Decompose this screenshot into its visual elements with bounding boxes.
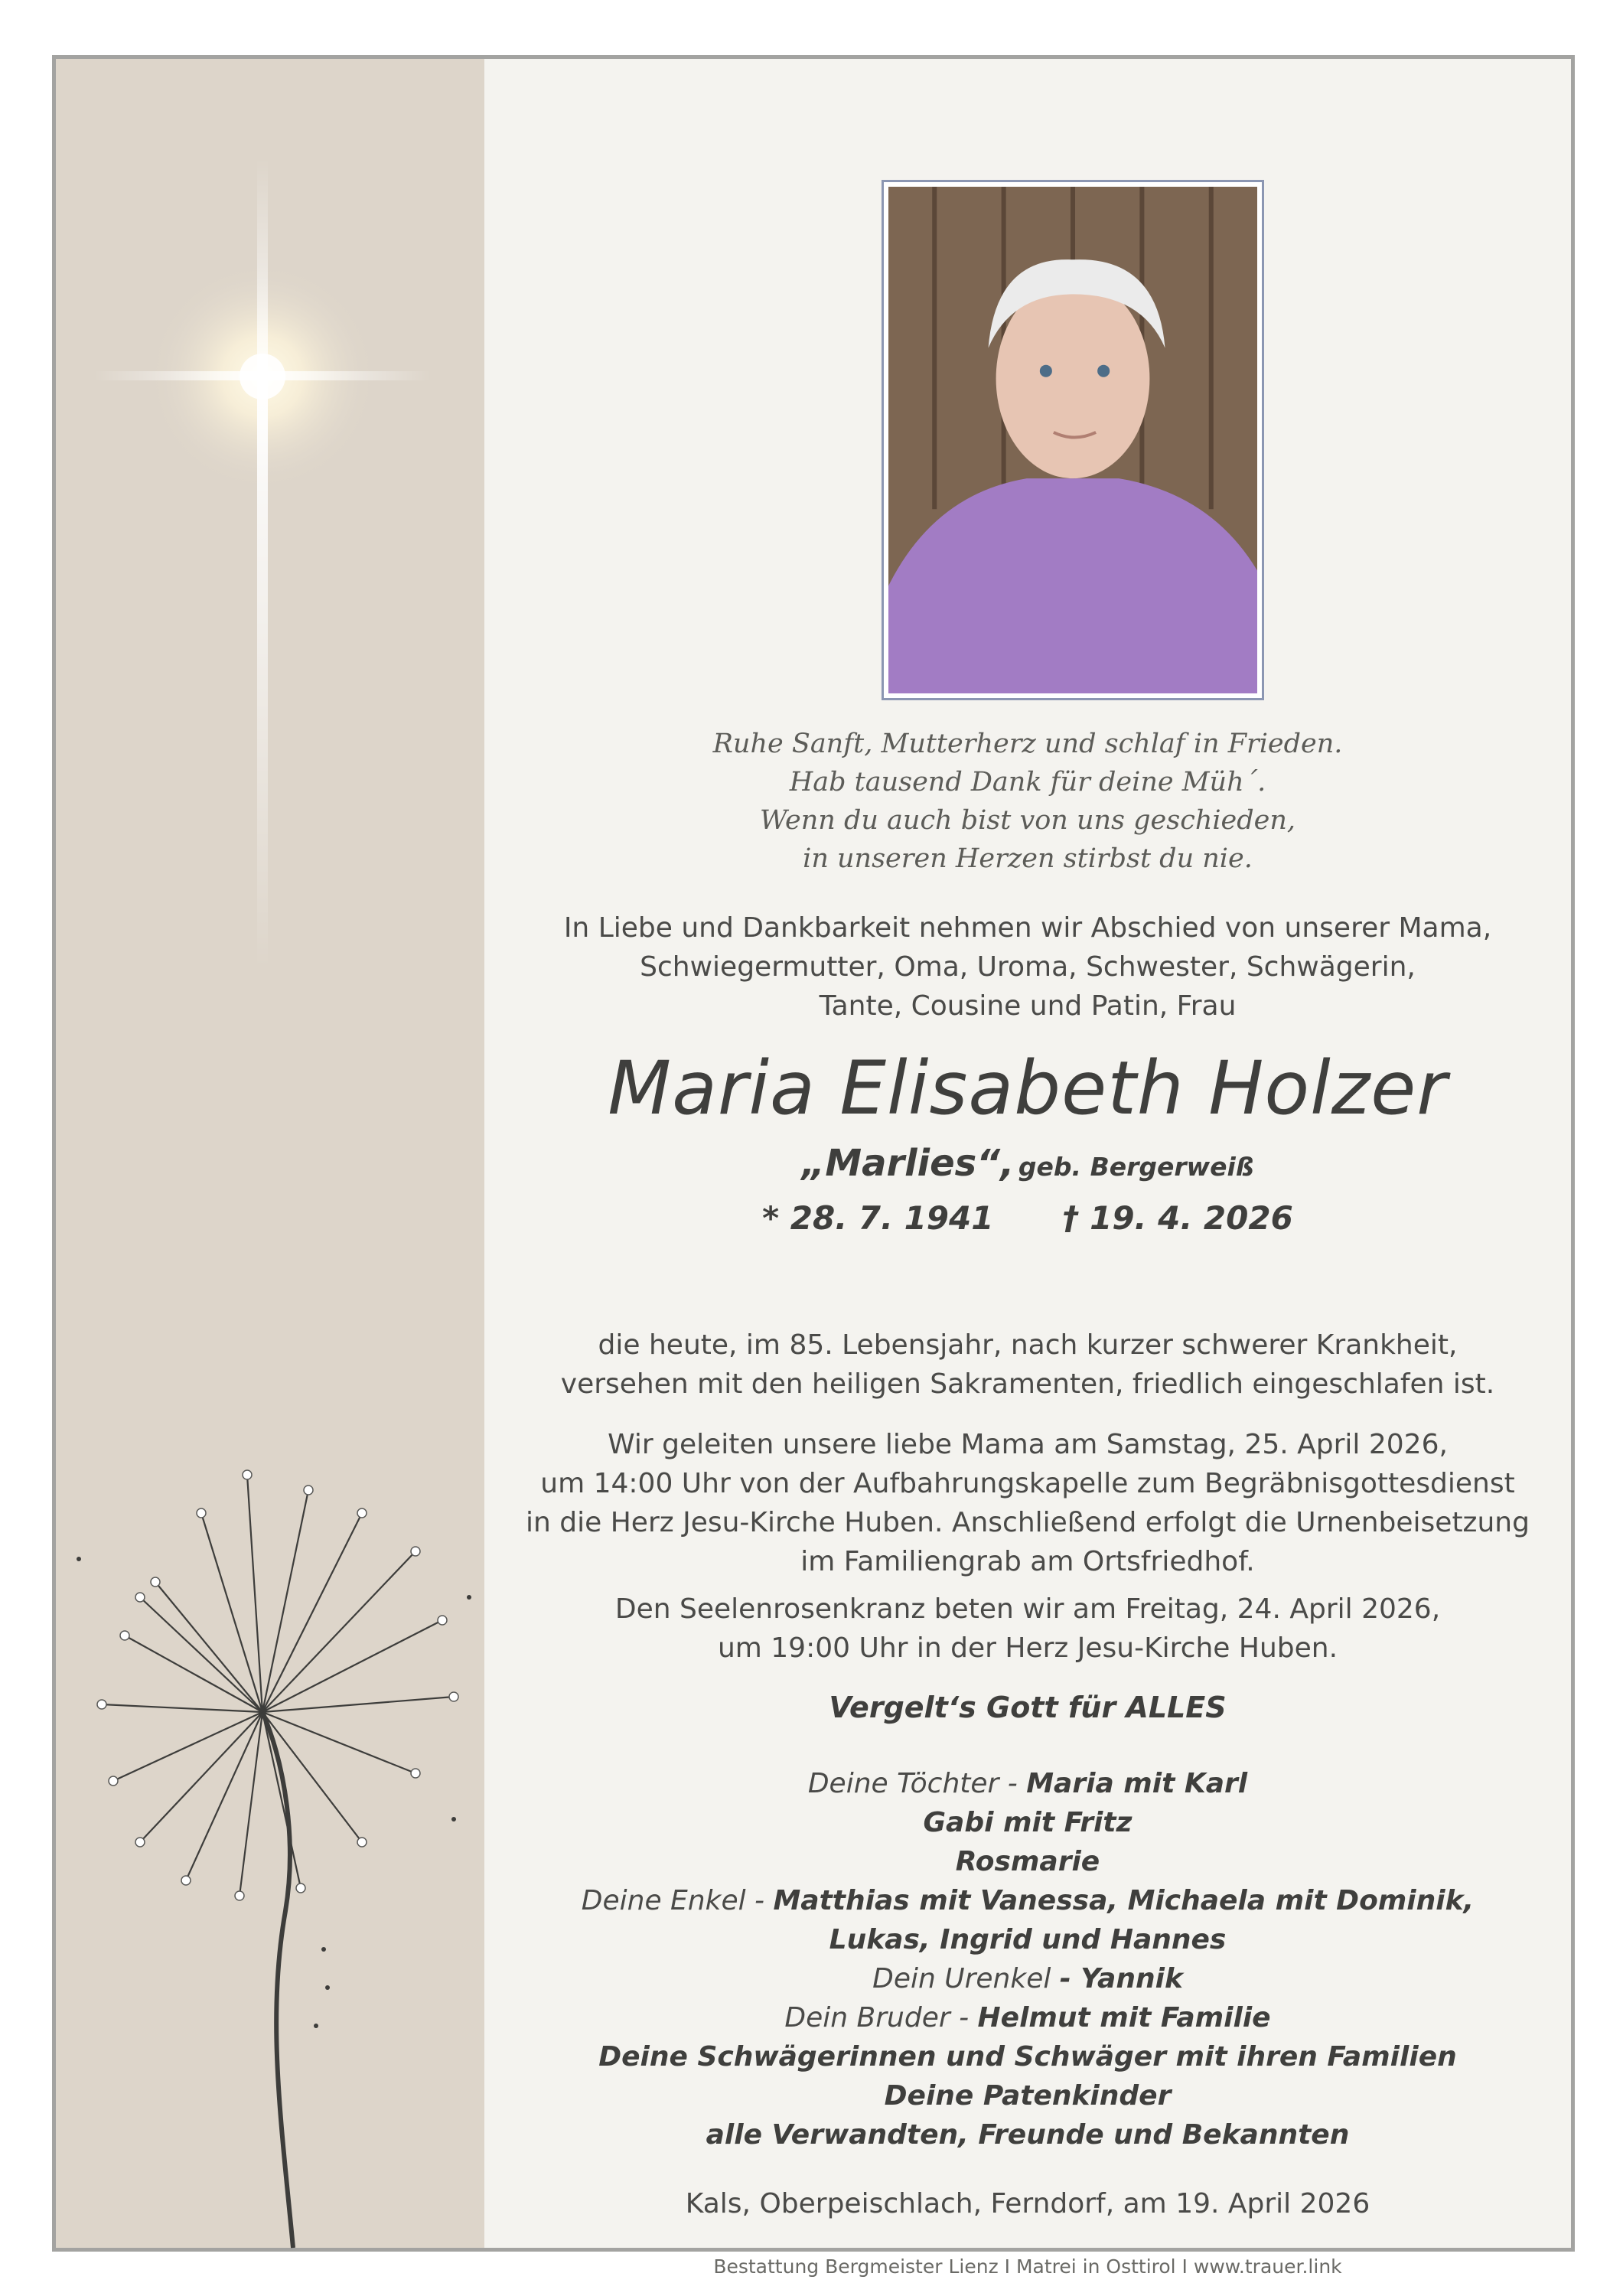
- death-notice-paragraph: [484, 1326, 1571, 1404]
- mourner-line: [484, 2076, 1571, 2115]
- side-decoration: [56, 59, 484, 2248]
- mourner-line: [484, 1842, 1571, 1881]
- main-content: [484, 59, 1571, 2278]
- birth-name: geb. Bergerweiß: [1018, 1152, 1254, 1182]
- paragraph-line: die heute, im 85. Lebensjahr, nach kurzer schwerer Krankheit,: [598, 1329, 1458, 1361]
- intro-line: In Liebe und Dankbarkeit nehmen wir Abschied von unserer Mama,: [563, 912, 1492, 944]
- mourner-line: [484, 1803, 1571, 1842]
- death-date: † 19. 4. 2026: [1062, 1199, 1293, 1237]
- paragraph-line: um 19:00 Uhr in der Herz Jesu-Kirche Huben.: [717, 1632, 1338, 1664]
- mourner-role: Deine Enkel -: [581, 1885, 774, 1916]
- closing-phrase: Vergelt‘s Gott für ALLES: [829, 1691, 1227, 1724]
- poem-line: Hab tausend Dank für deine Müh´.: [789, 767, 1266, 797]
- poem-line: Ruhe Sanft, Mutterherz und schlaf in Frieden.: [712, 729, 1343, 759]
- mourner-names: Lukas, Ingrid und Hannes: [829, 1924, 1227, 1955]
- life-dates: [484, 1199, 1571, 1237]
- poem-line: in unseren Herzen stirbst du nie.: [803, 843, 1253, 874]
- paragraph-line: Wir geleiten unsere liebe Mama am Samstag, 25. April 2026,: [608, 1429, 1448, 1460]
- mourner-line: [484, 1998, 1571, 2037]
- nickname-line: [484, 1142, 1571, 1185]
- mourner-names: Maria mit Karl: [1026, 1768, 1248, 1799]
- mourner-role: Deine Töchter -: [807, 1768, 1027, 1799]
- mourner-line: [484, 2115, 1571, 2154]
- funeral-details-paragraph: [484, 1425, 1571, 1581]
- paragraph-line: um 14:00 Uhr von der Aufbahrungskapelle zum Begräbnisgottesdienst: [540, 1468, 1515, 1499]
- intro-line: Schwiegermutter, Oma, Uroma, Schwester, Schwägerin,: [640, 951, 1416, 983]
- mourner-role: Dein Urenkel: [872, 1963, 1060, 1994]
- poem-line: Wenn du auch bist von uns geschieden,: [759, 805, 1296, 836]
- mourner-names: Rosmarie: [955, 1846, 1100, 1877]
- mourner-role: Dein Bruder -: [784, 2002, 978, 2033]
- mourner-line: [484, 1959, 1571, 1998]
- nickname: „Marlies“,: [801, 1142, 1015, 1185]
- decorative-side-panel: [56, 59, 484, 2248]
- mourner-line: [484, 1920, 1571, 1959]
- birth-date: * 28. 7. 1941: [762, 1199, 994, 1237]
- paragraph-line: in die Herz Jesu-Kirche Huben. Anschließend erfolgt die Urnenbeisetzung: [526, 1507, 1530, 1538]
- mourners-list: [484, 1764, 1571, 2154]
- paragraph-line: Den Seelenrosenkranz beten wir am Freitag, 24. April 2026,: [614, 1593, 1441, 1625]
- paragraph-line: versehen mit den heiligen Sakramenten, friedlich eingeschlafen ist.: [560, 1368, 1495, 1400]
- deceased-name: Maria Elisabeth Holzer: [608, 1045, 1448, 1131]
- mourner-names: alle Verwandten, Freunde und Bekannten: [706, 2119, 1350, 2151]
- place-and-date: Kals, Oberpeischlach, Ferndorf, am 19. April 2026: [685, 2188, 1370, 2219]
- mourner-names: - Yannik: [1059, 1963, 1183, 1994]
- funeral-home-footer: Bestattung Bergmeister Lienz I Matrei in Osttirol I www.trauer.link: [713, 2255, 1342, 2278]
- mourner-line: [484, 2037, 1571, 2076]
- rosary-paragraph: [484, 1590, 1571, 1668]
- intro-line: Tante, Cousine und Patin, Frau: [819, 990, 1237, 1022]
- paragraph-line: im Familiengrab am Ortsfriedhof.: [800, 1546, 1255, 1577]
- mourner-line: [484, 1764, 1571, 1803]
- portrait-photo: [882, 180, 1264, 700]
- mourner-names: Helmut mit Familie: [977, 2002, 1271, 2033]
- mourner-names: Deine Patenkinder: [884, 2080, 1172, 2112]
- dandelion-icon: [77, 1470, 471, 2248]
- glowing-cross-icon: [94, 158, 431, 970]
- portrait-image: [888, 187, 1257, 693]
- obituary-card: [52, 55, 1575, 2278]
- mourner-names: Matthias mit Vanessa, Michaela mit Dominik,: [773, 1885, 1475, 1916]
- mourner-names: Gabi mit Fritz: [923, 1807, 1133, 1838]
- mourner-names: Deine Schwägerinnen und Schwäger mit ihren Familien: [598, 2041, 1457, 2073]
- poem: [484, 725, 1571, 878]
- intro-text: [484, 908, 1571, 1026]
- mourner-line: [484, 1881, 1571, 1920]
